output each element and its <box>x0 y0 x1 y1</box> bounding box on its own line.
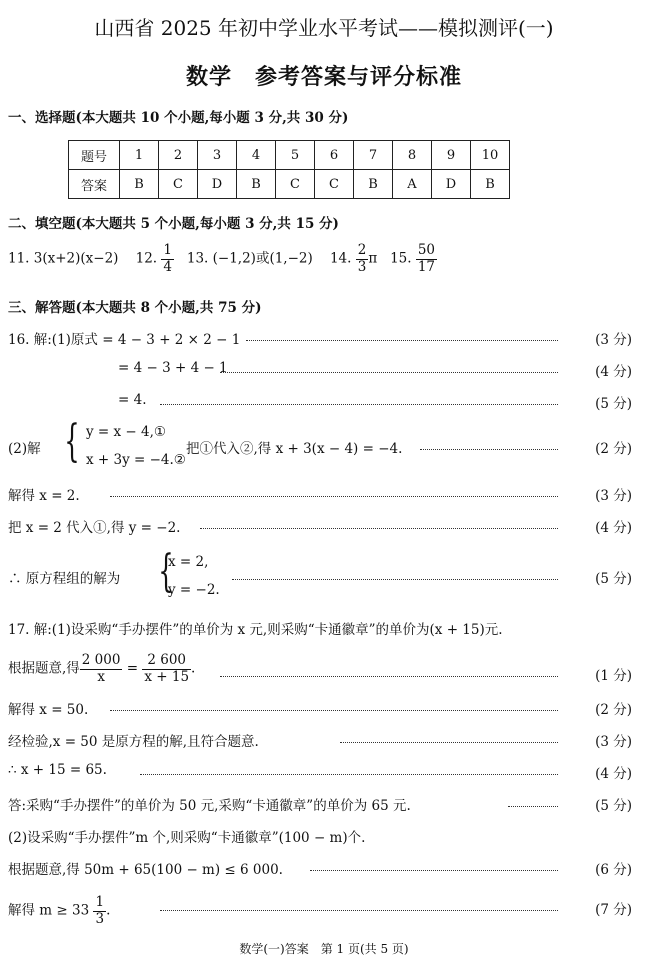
answer-15-label: 15. <box>390 250 412 267</box>
q17-line-5: ∴ x + 15 = 65. <box>8 762 107 778</box>
answer-cell: C <box>315 170 354 199</box>
q16-line-2: = 4 − 3 + 4 − 1 <box>118 360 228 376</box>
score-mark: (4 分) <box>595 364 632 380</box>
answer-14-fraction: $\frac{2}{3}$ <box>357 242 367 275</box>
score-mark: (5 分) <box>595 396 632 412</box>
fraction-one-third: $\frac{1}{3}$ <box>95 894 105 927</box>
q16-eq2: x + 3y = −4.② <box>86 452 186 468</box>
table-row-answers <box>69 170 510 199</box>
dot-leader <box>140 774 558 775</box>
q16-part2-prefix: (2)解 <box>8 441 41 457</box>
q17-line-2 <box>8 654 195 684</box>
answer-cell: A <box>393 170 432 199</box>
score-mark: (3 分) <box>595 332 632 348</box>
q16-eq1: y = x − 4,① <box>86 424 167 440</box>
score-mark: (5 分) <box>595 571 632 587</box>
dot-leader <box>340 742 558 743</box>
fill-answers-line <box>8 244 437 274</box>
fraction-2000-x: $\frac{2 000}{x}$ <box>81 652 121 685</box>
row-label-answer: 答案 <box>69 170 120 199</box>
dot-leader <box>160 404 558 405</box>
score-mark: (6 分) <box>595 862 632 878</box>
question-number-cell: 8 <box>393 141 432 170</box>
question-number-cell: 7 <box>354 141 393 170</box>
dot-leader <box>220 372 558 373</box>
q17-line-3: 解得 x = 50. <box>8 702 89 718</box>
q16-sol-x: x = 2, <box>168 554 209 570</box>
score-mark: (3 分) <box>595 488 632 504</box>
row-label-number: 题号 <box>69 141 120 170</box>
fraction-2600-x15: $\frac{2 600}{x + 15}$ <box>144 652 190 685</box>
q16-line-1: 16. 解:(1)原式 = 4 − 3 + 2 × 2 − 1 <box>8 332 241 348</box>
q17-l9-prefix: 解得 m ≥ 33 <box>8 902 90 919</box>
page-title: 山西省 2025 年初中学业水平考试——模拟测评(一) <box>94 16 554 40</box>
page-footer: 数学(一)答案 第 1 页(共 5 页) <box>239 942 409 956</box>
dot-leader <box>232 579 558 580</box>
answer-cell: D <box>432 170 471 199</box>
q16-substitute: 把①代入②,得 x + 3(x − 4) = −4. <box>186 441 403 457</box>
q16-line-5: 解得 x = 2. <box>8 488 80 504</box>
dot-leader <box>110 710 558 711</box>
score-mark: (3 分) <box>595 734 632 750</box>
answer-13: 13. (−1,2)或(1,−2) <box>186 250 313 267</box>
q16-line-6: 把 x = 2 代入①,得 y = −2. <box>8 520 181 536</box>
dot-leader <box>110 496 558 497</box>
brace-2: { <box>158 546 174 597</box>
answer-cell: C <box>159 170 198 199</box>
score-mark: (7 分) <box>595 902 632 918</box>
q17-line-4: 经检验,x = 50 是原方程的解,且符合题意. <box>8 734 259 750</box>
question-number-cell: 3 <box>198 141 237 170</box>
question-number-cell: 6 <box>315 141 354 170</box>
page-subtitle: 数学 参考答案与评分标准 <box>185 64 462 90</box>
score-mark: (4 分) <box>595 766 632 782</box>
q16-sol-y: y = −2. <box>168 582 220 598</box>
answer-11: 11. 3(x+2)(x−2) <box>8 250 119 267</box>
answer-cell: B <box>471 170 510 199</box>
q17-line-7: (2)设采购“手办摆件”m 个,则采购“卡通徽章”(100 − m)个. <box>8 830 366 846</box>
answer-cell: B <box>354 170 393 199</box>
answer-12-label: 12. <box>135 250 158 267</box>
answer-14-label: 14. <box>329 250 352 267</box>
q16-solution-prefix: ∴ 原方程组的解为 <box>8 571 121 587</box>
q17-line-9 <box>8 896 110 926</box>
dot-leader <box>246 340 558 341</box>
score-mark: (2 分) <box>595 702 632 718</box>
section-heading-solve: 三、解答题(本大题共 8 个小题,共 75 分) <box>8 300 262 316</box>
question-number-cell: 4 <box>237 141 276 170</box>
q17-l2-end: . <box>191 660 196 677</box>
q17-line-6: 答:采购“手办摆件”的单价为 50 元,采购“卡通徽章”的单价为 65 元. <box>8 798 411 814</box>
dot-leader <box>420 449 558 450</box>
answer-cell: D <box>198 170 237 199</box>
score-mark: (1 分) <box>595 668 632 684</box>
table-row-numbers <box>69 141 510 170</box>
dot-leader <box>508 806 558 807</box>
q17-l2-eq: = <box>126 660 139 677</box>
score-mark: (5 分) <box>595 798 632 814</box>
q16-line-3: = 4. <box>118 392 147 408</box>
score-mark: (2 分) <box>595 441 632 457</box>
section-heading-fill: 二、填空题(本大题共 5 个小题,每小题 3 分,共 15 分) <box>8 216 339 232</box>
question-number-cell: 1 <box>120 141 159 170</box>
dot-leader <box>310 870 558 871</box>
question-number-cell: 10 <box>471 141 510 170</box>
q17-l2-prefix: 根据题意,得 <box>8 660 80 677</box>
answer-cell: B <box>237 170 276 199</box>
q17-line-1: 17. 解:(1)设采购“手办摆件”的单价为 x 元,则采购“卡通徽章”的单价为(x + 15)元. <box>8 622 503 638</box>
answer-12-fraction: $\frac{1}{4}$ <box>163 242 172 275</box>
dot-leader <box>160 910 558 911</box>
question-number-cell: 5 <box>276 141 315 170</box>
answer-cell: B <box>120 170 159 199</box>
answer-15-fraction: $\frac{50}{17}$ <box>417 242 436 275</box>
answer-table <box>68 140 510 199</box>
question-number-cell: 9 <box>432 141 471 170</box>
section-heading-choice: 一、选择题(本大题共 10 个小题,每小题 3 分,共 30 分) <box>8 110 349 126</box>
score-mark: (4 分) <box>595 520 632 536</box>
answer-cell: C <box>276 170 315 199</box>
dot-leader <box>220 676 558 677</box>
q17-line-8: 根据题意,得 50m + 65(100 − m) ≤ 6 000. <box>8 862 283 878</box>
question-number-cell: 2 <box>159 141 198 170</box>
dot-leader <box>200 528 558 529</box>
brace-1: { <box>64 416 80 467</box>
answer-14-pi: π <box>368 250 378 267</box>
q17-l9-end: . <box>106 902 111 919</box>
